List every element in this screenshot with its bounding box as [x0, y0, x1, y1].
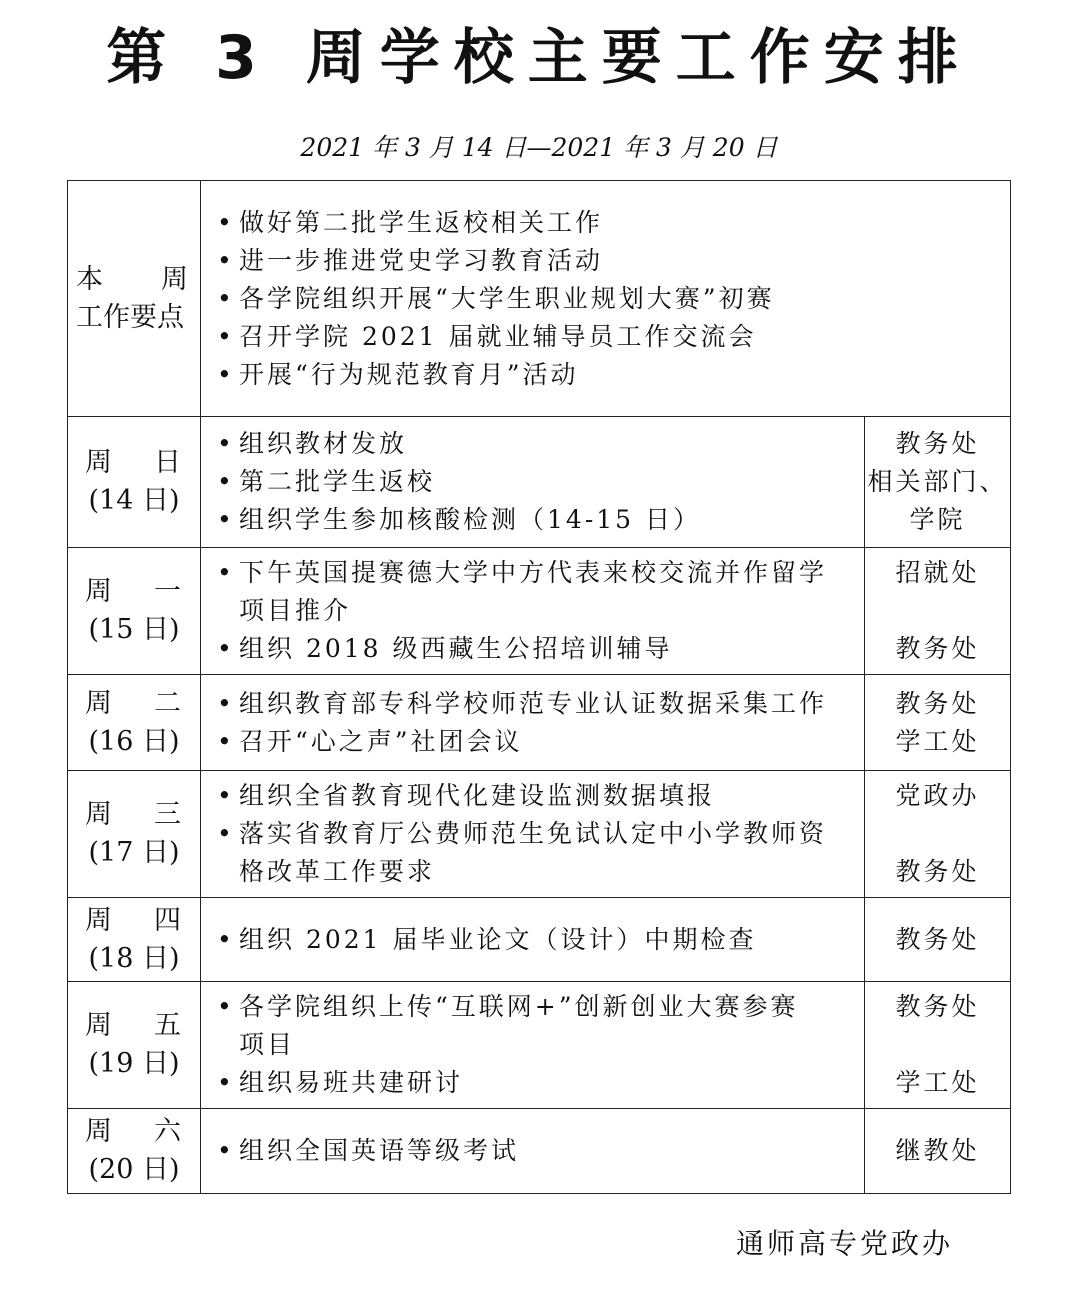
list-item: • 第二批学生返校	[217, 463, 860, 501]
day-cell: 周 一 (15 日)	[68, 548, 201, 675]
issuer-signature: 通师高专党政办	[736, 1227, 954, 1260]
list-item: • 组织教材发放	[217, 425, 860, 463]
day-cell: 周 日 (14 日)	[68, 417, 201, 548]
list-item: • 召开“心之声”社团会议	[217, 723, 860, 761]
list-item: • 组织 2018 级西藏生公招培训辅导	[217, 630, 860, 668]
day-cell: 周 四 (18 日)	[68, 898, 201, 982]
dept-cell: 教务处 相关部门、 学院	[865, 417, 1011, 548]
list-item: • 落实省教育厅公费师范生免试认定中小学教师资	[217, 815, 860, 853]
dept-cell: 继教处	[865, 1109, 1011, 1194]
items-cell	[201, 417, 865, 548]
day-cell: 周 五 (19 日)	[68, 982, 201, 1109]
schedule-table	[67, 180, 1011, 1194]
day-cell: 周 三 (17 日)	[68, 771, 201, 898]
table-row	[68, 982, 1011, 1109]
items-cell	[201, 1109, 865, 1194]
list-item: • 下午英国提赛德大学中方代表来校交流并作留学	[217, 554, 860, 592]
page-title: 第 3 周学校主要工作安排	[106, 23, 972, 93]
items-cell	[201, 675, 865, 771]
items-cell	[201, 982, 865, 1109]
date-range: 2021 年 3 月 14 日—2021 年 3 月 20 日	[300, 133, 778, 162]
dept-cell: 党政办 教务处	[865, 771, 1011, 898]
table-row	[68, 417, 1011, 548]
list-item-continuation: 格改革工作要求	[239, 857, 436, 886]
day-cell: 周 六 (20 日)	[68, 1109, 201, 1194]
list-item: • 开展“行为规范教育月”活动	[217, 356, 1006, 394]
list-item: • 组织全省教育现代化建设监测数据填报	[217, 777, 860, 815]
table-row	[68, 548, 1011, 675]
table-row	[68, 771, 1011, 898]
list-item-continuation: 项目推介	[239, 596, 352, 625]
items-cell	[201, 771, 865, 898]
table-row	[68, 675, 1011, 771]
list-item: • 组织 2021 届毕业论文（设计）中期检查	[217, 921, 860, 959]
table-row	[68, 1109, 1011, 1194]
list-item-continuation: 项目	[239, 1030, 296, 1059]
list-item: • 组织教育部专科学校师范专业认证数据采集工作	[217, 685, 860, 723]
list-item: • 组织学生参加核酸检测（14-15 日）	[217, 501, 860, 539]
list-item: • 各学院组织上传“互联网+”创新创业大赛参赛	[217, 988, 860, 1026]
items-cell	[201, 548, 865, 675]
dept-cell: 教务处 学工处	[865, 982, 1011, 1109]
list-item: • 召开学院 2021 届就业辅导员工作交流会	[217, 318, 1006, 356]
key-points-label: 本 周 工作要点	[68, 181, 201, 417]
day-cell: 周 二 (16 日)	[68, 675, 201, 771]
list-item: • 各学院组织开展“大学生职业规划大赛”初赛	[217, 280, 1006, 318]
dept-cell: 教务处 学工处	[865, 675, 1011, 771]
list-item: • 做好第二批学生返校相关工作	[217, 204, 1006, 242]
list-item: • 进一步推进党史学习教育活动	[217, 242, 1006, 280]
key-points-row	[68, 181, 1011, 417]
table-row	[68, 898, 1011, 982]
key-points-list	[201, 181, 1011, 417]
list-item: • 组织易班共建研讨	[217, 1064, 860, 1102]
dept-cell: 招就处 教务处	[865, 548, 1011, 675]
list-item: • 组织全国英语等级考试	[217, 1132, 860, 1170]
items-cell	[201, 898, 865, 982]
dept-cell: 教务处	[865, 898, 1011, 982]
